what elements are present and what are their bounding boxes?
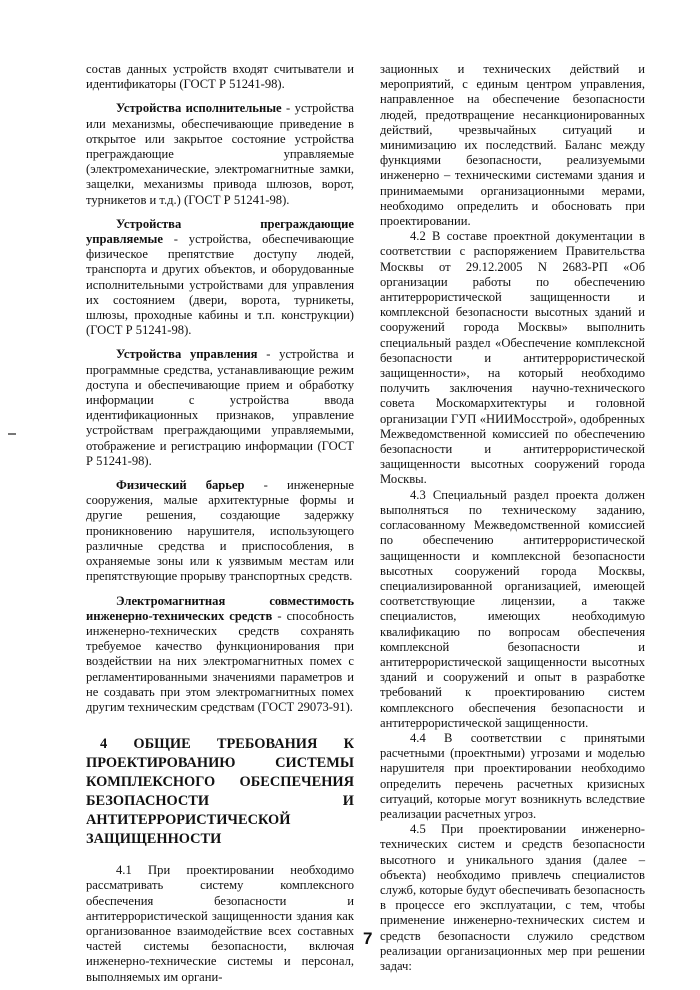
definition-physical-barrier bbox=[86, 478, 354, 584]
definition-control-devices bbox=[86, 347, 354, 469]
paragraph-4-2: 4.2 В составе проектной документации в соответствии с распоряжением Правительства Москвы от 29.12.2005 N 2683-РП «Об организации работы по обеспечению антитеррористической защищенности и комплексной безопасности высотных зданий и сооружений города Москвы» выполнить специальный раздел «Обеспечение комплексной безопасности и антитеррористической защищенности», на который необходимо получить заключения научно-технического совета Москомархитектуры и головной организации ГУП «НИИМосстрой», одобренных Межведомственной комиссией по обеспечению безопасности и антитеррористической защищенности высотных сооружений города Москвы. bbox=[380, 229, 645, 487]
definition-term: Устройства исполнительные bbox=[116, 101, 282, 116]
page-number: 7 bbox=[363, 929, 373, 948]
margin-mark bbox=[8, 433, 16, 435]
paragraph-4-1-end: зационных и технических действий и мероприятий, с единым центром управления, направленное на обеспечение безопасности людей, предотвращение несанкционированных действий, чрезвычайных ситуаций и минимизацию их последствий. Баланс между функциями безопасности, реализуемыми инженерно – техническими системами здания и принимаемыми организационными мерами, необходимо определить и обосновать при проектировании. bbox=[380, 62, 645, 229]
left-column bbox=[86, 62, 354, 985]
definition-emc bbox=[86, 594, 354, 716]
definition-text: - способность инженерно-технических средств сохранять требуемое качество функционирования при воздействии на них электромагнитных помех с регламентированными значениями параметров и не создавать при этом электромагнитных помех другим техническим средствам (ГОСТ 29073-91). bbox=[86, 608, 354, 714]
definition-term: Электромагнитная совместимость инженерно-технических средств bbox=[86, 593, 354, 623]
section-heading: 4 ОБЩИЕ ТРЕБОВАНИЯ К ПРОЕКТИРОВАНИЮ СИСТЕМЫ КОМПЛЕКСНОГО ОБЕСПЕЧЕНИЯ БЕЗОПАСНОСТИ И АНТИТЕРРОРИСТИЧЕСКОЙ ЗАЩИЩЕННОСТИ bbox=[86, 736, 354, 848]
definition-term: Устройства преграждающие управляемые bbox=[86, 216, 354, 247]
definition-term: Физический барьер bbox=[116, 478, 245, 493]
paragraph-4-4: 4.4 В соответствии с принятыми расчетными (проектными) угрозами и моделью нарушителя при проектировании необходимо определить перечень расчетных кризисных ситуаций, которые могут возникнуть вследствие реализации расчетных угроз. bbox=[380, 730, 645, 821]
definition-barrier-devices bbox=[86, 217, 354, 339]
definition-executive-devices bbox=[86, 101, 354, 207]
definition-text: - инженерные сооружения, малые архитектурные формы и другие решения, создающие задержку проникновению нарушителя, использующего различные средства и приспособления, в охраняемые зоны или к уязвимым местам или препятствующие прорыву транспортных средств. bbox=[86, 478, 355, 584]
paragraph-4-3: 4.3 Специальный раздел проекта должен выполняться по техническому заданию, согласованному Межведомственной комиссией по обеспечению антитеррористической защищенности и комплексной безопасности высотных сооружений города Москвы, специализированной организацией, имеющей соответствующие лицензии, а также специалистов, имеющих необходимую квалификацию по вопросам обеспечения комплексной безопасности и антитеррористической защищенности высотных зданий и сооружений и опыт в разработке требований к проектированию систем комплексного обеспечения безопасности и антитеррористической защищенности. bbox=[380, 487, 645, 730]
intro-tail-paragraph: состав данных устройств входят считыватели и идентификаторы (ГОСТ Р 51241-98). bbox=[86, 62, 354, 92]
definition-text: - устройства и программные средства, устанавливающие режим доступа и обеспечивающие прием и обработку информации с устройства ввода идентификационных признаков, управление устройствам преграждающими управляемыми, отображение и регистрацию информации (ГОСТ Р 51241-98). bbox=[86, 347, 354, 468]
paragraph-4-5: 4.5 При проектировании инженерно-технических систем и средств безопасности высотного и уникального здания (далее – объекта) необходимо привлечь специалистов служб, которые будут обеспечивать безопасность в процессе его эксплуатации, с тем, чтобы применение инженерно-технических систем и средств безопасности служило средством реализации организационных мер при решении задач: bbox=[380, 822, 645, 973]
definition-term: Устройства управления bbox=[116, 347, 258, 362]
definition-text: - устройства, обеспечивающие физическое препятствие доступу людей, транспорта и других объектов, и оборудованные исполнительными устройствами для управления их состоянием (двери, ворота, турникеты, шлюзы, проходные кабины и т.п. конструкции) (ГОСТ Р 51241-98). bbox=[86, 232, 354, 338]
definition-text: - устройства или механизмы, обеспечивающие приведение в открытое или закрытое состояние устройства преграждающие управляемые (электромеханические, электромагнитные замки, защелки, механизмы привода шлюзов, ворот, турникетов и т.д.) (ГОСТ Р 51241-98). bbox=[86, 101, 354, 207]
paragraph-4-1-start: 4.1 При проектировании необходимо рассматривать систему комплексного обеспечения безопасности и антитеррористической защищенности здания как организованное взаимодействие всех составных частей системы безопасности, включая инженерно-технические системы и персонал, выполняемых им органи- bbox=[86, 863, 354, 984]
right-column bbox=[380, 62, 645, 974]
